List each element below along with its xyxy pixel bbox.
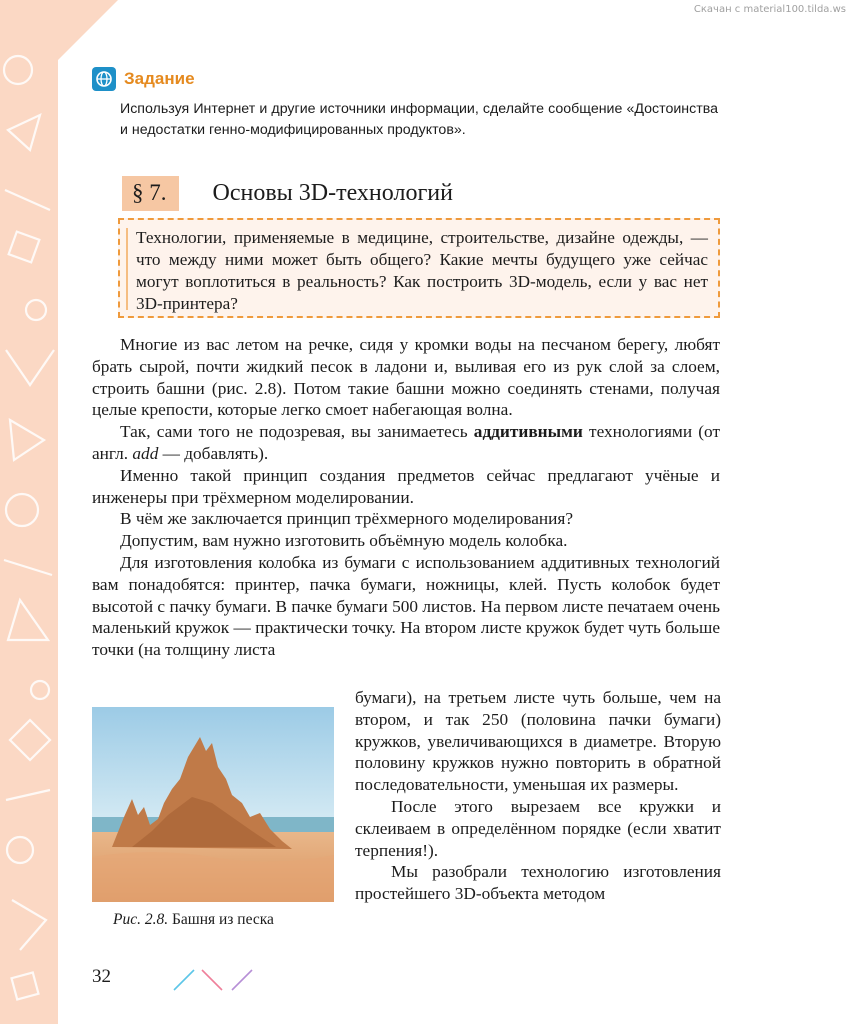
corner-decoration [58, 0, 118, 60]
sand-tower-photo [92, 707, 334, 902]
paragraph: Мы разобрали технологию изготовления простейшего 3D-объекта методом [355, 862, 721, 904]
paragraph: После этого вырезаем все кружки и склеиваем в определённом порядке (если хватит терпения!). [355, 796, 721, 860]
task-title: Задание [124, 69, 195, 88]
paragraph: бумаги), на третьем листе чуть больше, чем на втором, и так 250 (половина пачки бумаги) кружков, увеличивающихся в диаметре. Вторую половину кружков нужно повторить в обратной последовательности, уменьшая их размеры. [355, 688, 721, 795]
globe-icon [92, 67, 116, 91]
watermark: Скачан с material100.tilda.ws [693, 4, 846, 15]
paragraph: Для изготовления колобка из бумаги с использованием аддитивных технологий вам понадобятся: принтер, пачка бумаги, ножницы, клей. Пусть колобок будет высотой с пачку бумаги. В пачке бумаги 500 листов. На первом листе печатаем очень маленький кружок — практически точку. На втором листе кружок будет чуть больше точки (на толщину листа [92, 552, 720, 660]
paragraph: Так, сами того не подозревая, вы занимаетесь аддитивными технологиями (от англ. add — добавлять). [92, 422, 720, 463]
section-heading [122, 176, 453, 211]
left-decorative-band [0, 0, 58, 1024]
geometric-pattern-icon [0, 0, 58, 1024]
figure-label: Рис. 2.8. [113, 911, 169, 928]
section-title: Основы 3D-технологий [212, 180, 453, 206]
task-text: Используя Интернет и другие источники информации, сделайте сообщение «Достоинства и недостатки генно-модифицированных продуктов». [120, 101, 718, 138]
paragraph: Именно такой принцип создания предметов сейчас предлагают учёные и инженеры при трёхмерном моделировании. [92, 465, 720, 507]
paragraph: Многие из вас летом на речке, сидя у кромки воды на песчаном берегу, любят брать сырой, почти жидкий песок в ладони и, выливая его из рук слой за слоем, строить башни (рис. 2.8). Потом такие башни можно соединять стенами, получая целые крепости, которые легко смоет набегающая волна. [92, 335, 720, 420]
intro-questions-box: Технологии, применяемые в медицине, строительстве, дизайне одежды, — что между ними может быть общего? Какие мечты будущего уже сейчас могут воплотиться в реальность? Как построить 3D-модель, если у вас нет 3D-принтера? [118, 218, 720, 318]
wrapped-text [355, 687, 721, 905]
main-text [92, 334, 720, 661]
task-header [92, 67, 195, 91]
figure-caption-text: Башня из песка [171, 911, 274, 928]
page-number: 32 [92, 966, 111, 987]
slash-decoration-icon [172, 968, 262, 992]
paragraph: Допустим, вам нужно изготовить объёмную модель колобка. [120, 531, 568, 551]
section-number: § 7. [122, 176, 179, 211]
paragraph: В чём же заключается принцип трёхмерного моделирования? [120, 509, 573, 529]
figure-caption [113, 911, 274, 929]
term-additive: аддитивными [473, 422, 583, 442]
